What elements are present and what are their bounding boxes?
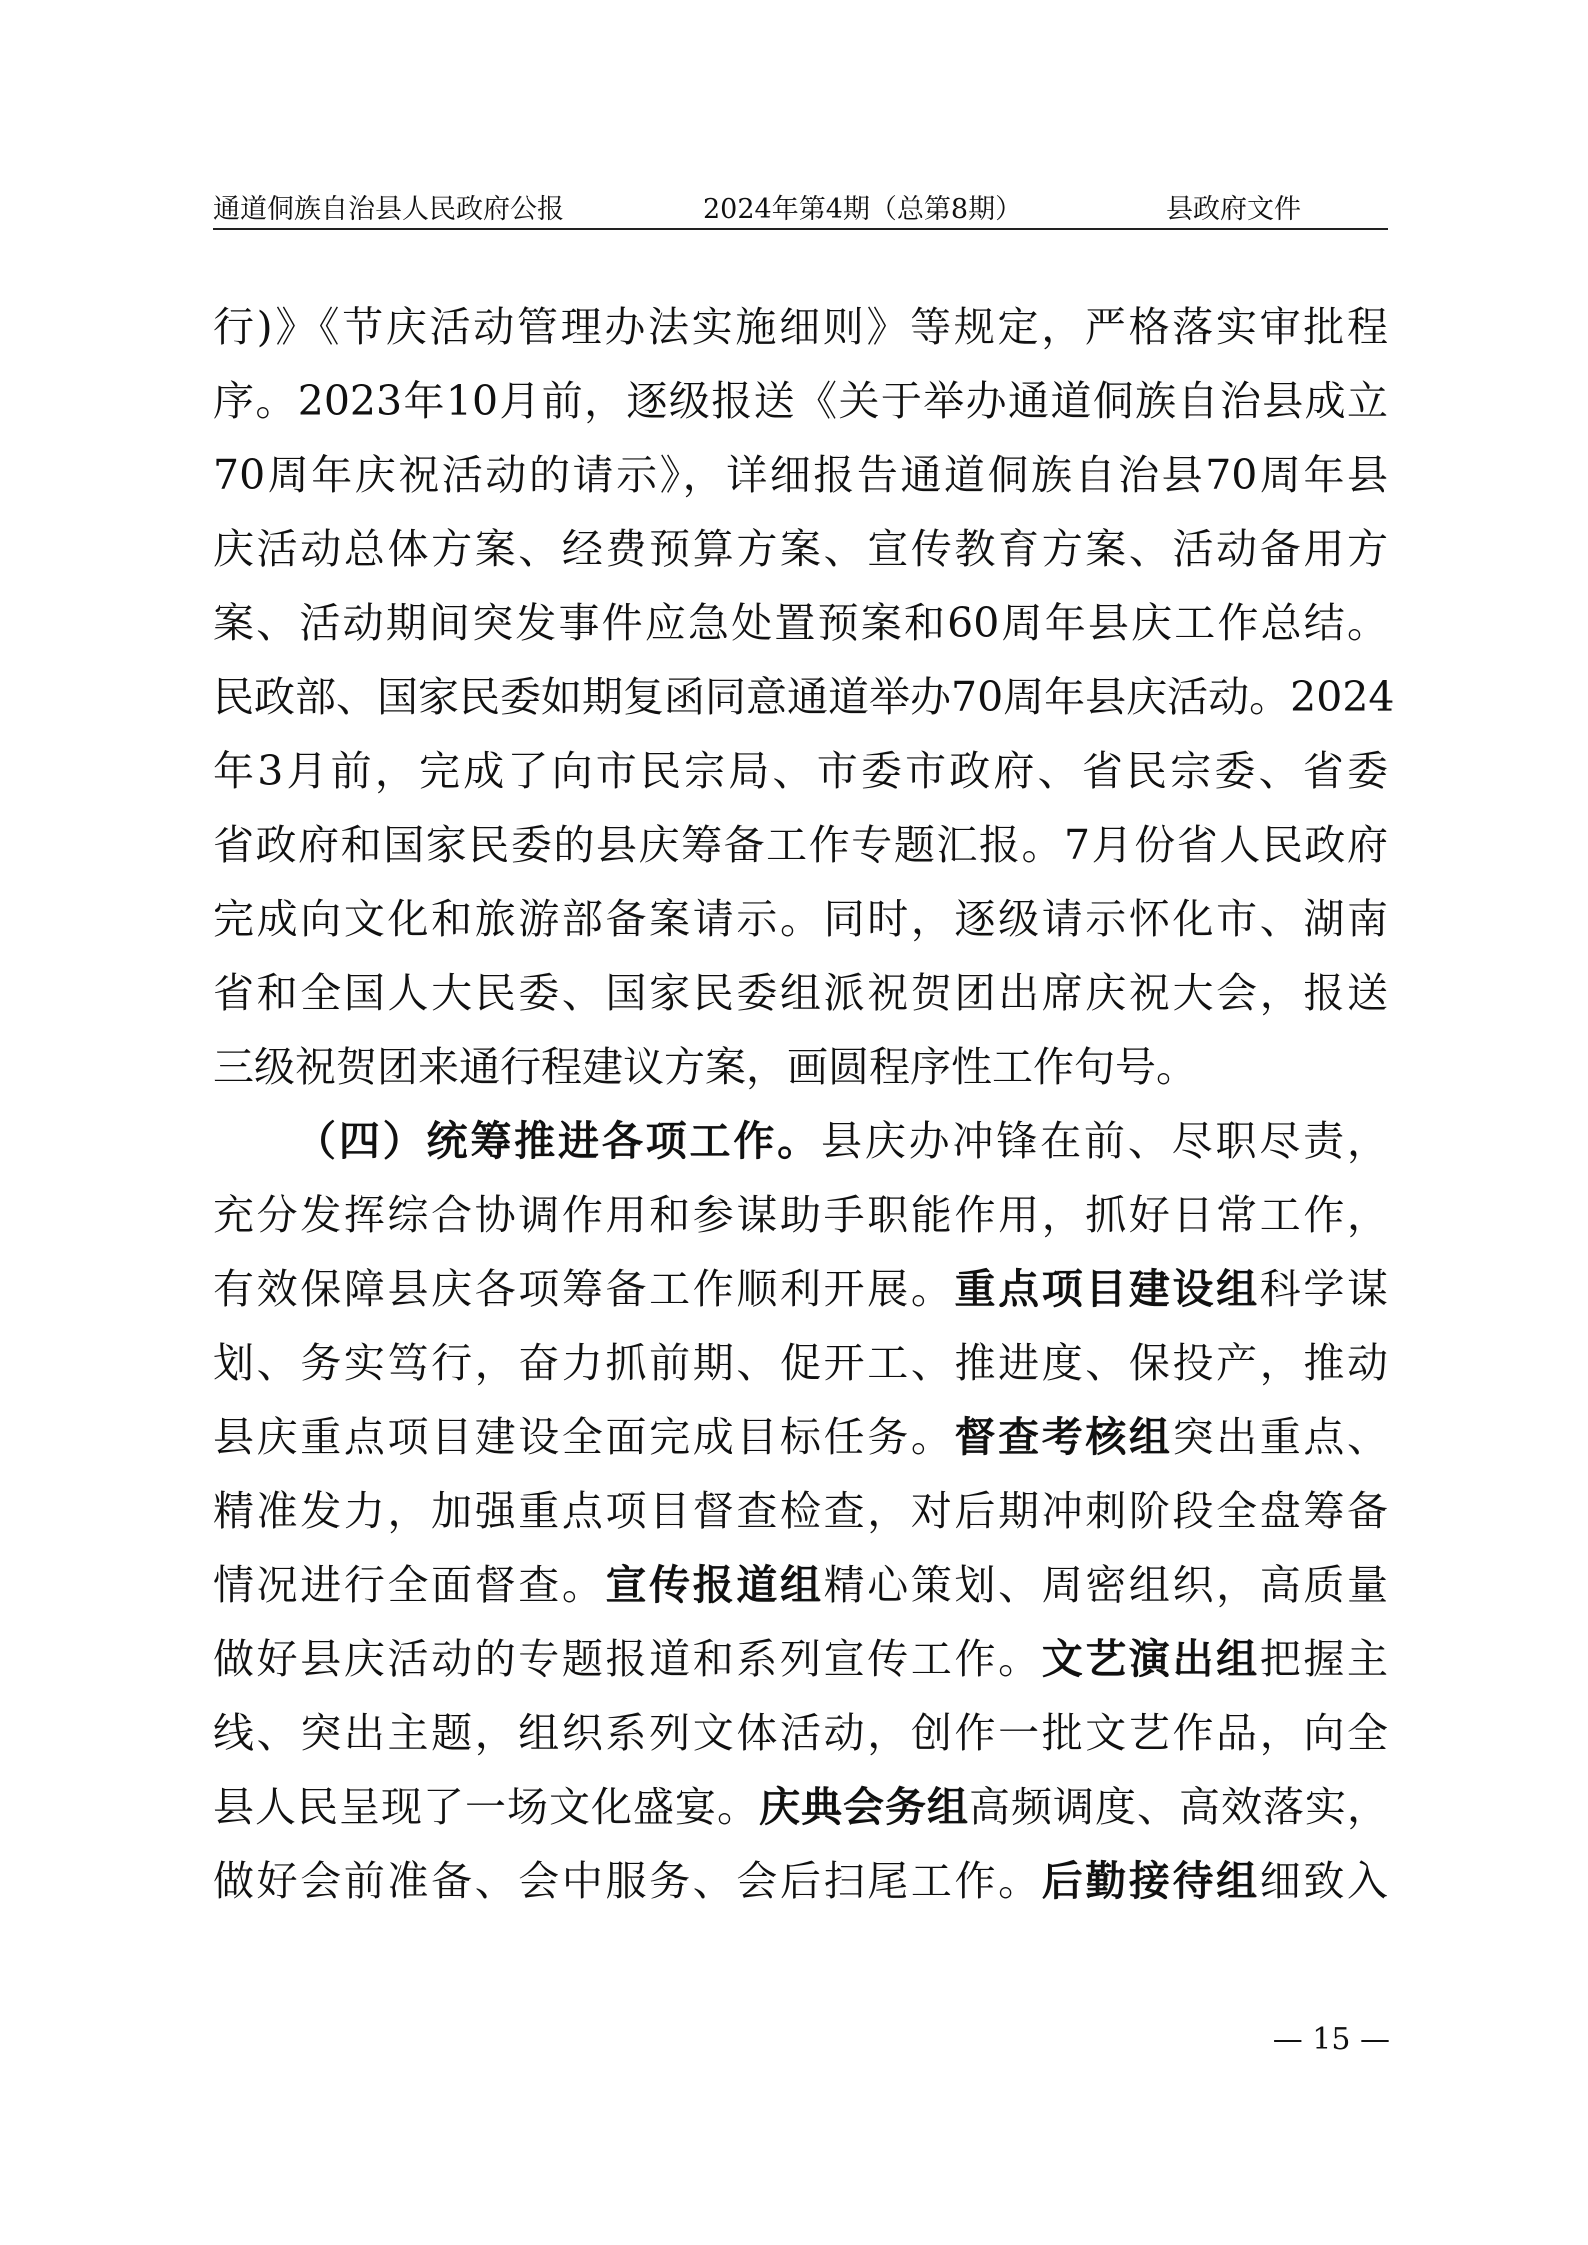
text-line: 线、突出主题，组织系列文体活动，创作一批文艺作品，向全: [213, 1709, 1388, 1757]
text-run: 做好会前准备、会中服务、会后扫尾工作。: [213, 1857, 1042, 1905]
group-name: 宣传报道组: [605, 1561, 824, 1609]
text-run: 精心策划、周密组织，高质量: [823, 1561, 1389, 1609]
text-line: 庆活动总体方案、经费预算方案、宣传教育方案、活动备用方: [213, 525, 1388, 573]
group-name: 庆典会务组: [759, 1783, 969, 1831]
header-section-name: 县政府文件: [1166, 194, 1301, 225]
text-line: [213, 1548, 1388, 1622]
text-line: 充分发挥综合协调作用和参谋助手职能作用，抓好日常工作，: [213, 1191, 1388, 1239]
text-line: 案、活动期间突发事件应急处置预案和60周年县庆工作总结。: [213, 599, 1388, 647]
text-line: [213, 1622, 1388, 1696]
text-run: 把握主: [1259, 1635, 1389, 1683]
text-run: 做好县庆活动的专题报道和系列宣传工作。: [213, 1635, 1042, 1683]
running-header: [213, 192, 1388, 228]
text-line: 划、务实笃行，奋力抓前期、促开工、推进度、保投产，推动: [213, 1339, 1388, 1387]
header-issue-number: 2024年第4期（总第8期）: [703, 194, 1023, 225]
text-line: 行)》《节庆活动管理办法实施细则》等规定，严格落实审批程: [213, 303, 1388, 351]
header-publication-title: 通道侗族自治县人民政府公报: [213, 194, 564, 225]
text-line: 70周年庆祝活动的请示》，详细报告通道侗族自治县70周年县: [213, 451, 1388, 499]
group-name: 后勤接待组: [1041, 1857, 1260, 1905]
group-name: 督查考核组: [954, 1413, 1173, 1461]
text-run: 高频调度、高效落实，: [969, 1783, 1388, 1831]
text-line: 省和全国人大民委、国家民委组派祝贺团出席庆祝大会，报送: [213, 969, 1388, 1017]
text-line: 序。2023年10月前，逐级报送《关于举办通道侗族自治县成立: [213, 377, 1388, 425]
text-run: 科学谋: [1259, 1265, 1389, 1313]
text-line: 三级祝贺团来通行程建议方案，画圆程序性工作句号。: [213, 1043, 1197, 1091]
group-name: 重点项目建设组: [954, 1265, 1260, 1313]
text-run: 县人民呈现了一场文化盛宴。: [213, 1783, 759, 1831]
page-number: — 15 —: [1272, 2022, 1390, 2057]
text-run: 有效保障县庆各项筹备工作顺利开展。: [213, 1265, 955, 1313]
text-run: 细致入: [1259, 1857, 1389, 1905]
group-name: 文艺演出组: [1041, 1635, 1260, 1683]
text-line: [213, 1844, 1388, 1918]
section-first-line: [295, 1104, 1388, 1178]
text-run: 情况进行全面督查。: [213, 1561, 606, 1609]
text-run: 县庆重点项目建设全面完成目标任务。: [213, 1413, 955, 1461]
text-run: 县庆办冲锋在前、尽职尽责，: [821, 1117, 1388, 1165]
text-line: 完成向文化和旅游部备案请示。同时，逐级请示怀化市、湖南: [213, 895, 1388, 943]
section-heading: （四）统筹推进各项工作。: [295, 1117, 821, 1165]
text-line: 精准发力，加强重点项目督查检查，对后期冲刺阶段全盘筹备: [213, 1487, 1388, 1535]
text-line: [213, 1770, 1388, 1844]
text-run: 突出重点、: [1172, 1413, 1389, 1461]
text-line: 年3月前，完成了向市民宗局、市委市政府、省民宗委、省委: [213, 747, 1388, 795]
text-line: 省政府和国家民委的县庆筹备工作专题汇报。7月份省人民政府: [213, 821, 1388, 869]
text-line: [213, 1252, 1388, 1326]
header-divider: [213, 228, 1388, 230]
text-line: 民政部、国家民委如期复函同意通道举办70周年县庆活动。2024: [213, 673, 1395, 721]
text-line: [213, 1400, 1388, 1474]
